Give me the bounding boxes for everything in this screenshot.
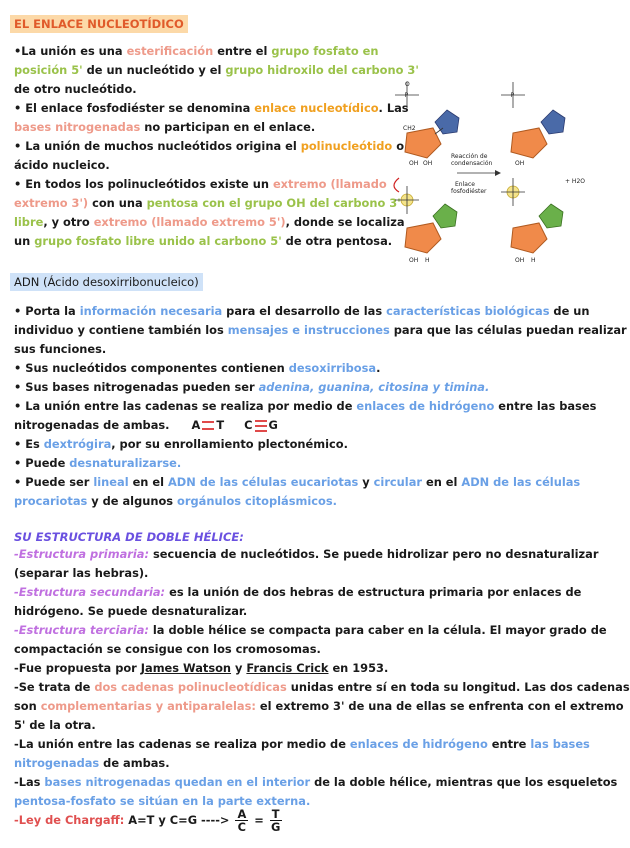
text-line bbox=[14, 754, 170, 773]
text-segment: • Sus bases nitrogenadas pueden ser bbox=[14, 380, 259, 394]
text-segment: un bbox=[14, 234, 35, 248]
text-segment: . Las bbox=[378, 101, 409, 115]
oh-label: OH bbox=[423, 160, 433, 167]
text-line bbox=[14, 545, 598, 564]
text-line bbox=[14, 359, 380, 378]
text-line bbox=[14, 716, 96, 735]
text-line bbox=[14, 340, 106, 359]
text-segment: pentosa-fosfato se sitúan en la parte externa. bbox=[14, 794, 311, 808]
text-segment: el extremo 3' de una de ellas se enfrenta con el extremo bbox=[255, 699, 624, 713]
text-segment: James Watson bbox=[140, 661, 232, 675]
text-line bbox=[14, 621, 607, 640]
o-label: O bbox=[405, 81, 410, 88]
fraction-top: T bbox=[271, 807, 280, 821]
reaction-label: Reacción de bbox=[451, 153, 488, 160]
text-segment: -Estructura primaria: bbox=[14, 547, 150, 561]
text-line bbox=[14, 678, 630, 697]
text-segment: en el bbox=[422, 475, 462, 489]
text-segment: orgánulos citoplásmicos. bbox=[177, 494, 337, 508]
section3-title: SU ESTRUCTURA DE DOBLE HÉLICE: bbox=[14, 530, 244, 544]
text-line bbox=[14, 213, 405, 232]
text-line bbox=[14, 397, 596, 416]
text-segment: de otra pentosa. bbox=[281, 234, 393, 248]
text-segment: , y otro bbox=[43, 215, 94, 229]
fraction-top: A bbox=[237, 807, 247, 821]
oh-label: OH bbox=[409, 160, 419, 167]
text-line bbox=[14, 42, 379, 61]
text-segment: de un bbox=[549, 304, 590, 318]
text-segment: entre las bases bbox=[494, 399, 597, 413]
text-segment: mensajes e instrucciones bbox=[227, 323, 390, 337]
text-segment: desoxirribosa bbox=[288, 361, 377, 375]
text-segment: Francis Crick bbox=[246, 661, 329, 675]
reaction-label-2: condensación bbox=[451, 160, 493, 167]
hydrogen-bond-icon bbox=[255, 420, 267, 432]
text-segment: -Se trata de bbox=[14, 680, 95, 694]
text-segment: enlaces de hidrógeno bbox=[349, 737, 488, 751]
text-segment: de la doble hélice, mientras que los esqueletos bbox=[310, 775, 618, 789]
text-segment: -Las bbox=[14, 775, 45, 789]
text-segment: hidrógeno. Se puede desnaturalizar. bbox=[14, 604, 248, 618]
base-label: G bbox=[268, 418, 278, 432]
text-segment: desnaturalizarse. bbox=[69, 456, 182, 470]
text-line bbox=[14, 492, 337, 511]
text-segment: • Puede bbox=[14, 456, 70, 470]
text-line bbox=[14, 602, 247, 621]
text-segment: circular bbox=[373, 475, 422, 489]
text-line bbox=[14, 194, 401, 213]
text-segment: enlace nucleotídico bbox=[254, 101, 379, 115]
text-line bbox=[14, 773, 617, 792]
text-segment: no participan en el enlace. bbox=[140, 120, 316, 134]
text-segment: (separar las hebras). bbox=[14, 566, 149, 580]
oh-label: OH bbox=[409, 257, 419, 264]
text-segment: en el bbox=[128, 475, 168, 489]
text-segment: • Sus nucleótidos componentes contienen bbox=[14, 361, 289, 375]
text-segment: • Puede ser bbox=[14, 475, 94, 489]
text-line bbox=[14, 321, 627, 340]
text-segment: , por su enrollamiento plectonémico. bbox=[111, 437, 348, 451]
text-segment: pentosa con el grupo OH del carbono 3' bbox=[146, 196, 401, 210]
text-segment: de otro nucleótido. bbox=[14, 82, 137, 96]
nucleotide-top-right bbox=[501, 82, 565, 167]
text-segment: -Estructura terciaria: bbox=[14, 623, 149, 637]
text-segment: procariotas bbox=[14, 494, 88, 508]
text-segment: para que las células puedan realizar bbox=[389, 323, 627, 337]
text-line bbox=[14, 473, 580, 492]
base-label: C bbox=[244, 418, 253, 432]
oh-label: OH bbox=[515, 257, 525, 264]
text-segment: libre bbox=[14, 215, 44, 229]
text-segment: nitrogenadas bbox=[14, 756, 100, 770]
bond-label-2: fosfodiéster bbox=[451, 188, 487, 195]
text-line bbox=[14, 416, 278, 435]
fraction-bottom: C bbox=[237, 820, 247, 834]
text-line bbox=[14, 61, 419, 80]
text-line bbox=[14, 175, 387, 194]
text-segment: sus funciones. bbox=[14, 342, 107, 356]
text-segment: es la unión de dos hebras de estructura primaria por enlaces de bbox=[165, 585, 582, 599]
base-label: T bbox=[216, 418, 225, 432]
text-segment: entre bbox=[487, 737, 531, 751]
text-segment: dextrógira bbox=[43, 437, 112, 451]
text-segment: secuencia de nucleótidos. Se puede hidrolizar pero no desnaturalizar bbox=[149, 547, 599, 561]
text-line bbox=[14, 735, 590, 754]
text-segment: • La unión de muchos nucleótidos origina el bbox=[14, 139, 301, 153]
text-segment: individuo y contiene también los bbox=[14, 323, 228, 337]
text-segment: esterificación bbox=[126, 44, 214, 58]
hydrogen-bond-icon bbox=[202, 421, 214, 430]
text-segment: -Fue propuesta por bbox=[14, 661, 141, 675]
equals-sign: = bbox=[250, 813, 268, 827]
nucleotide-top-left bbox=[395, 81, 459, 167]
text-segment: dos cadenas polinucleotídicas bbox=[94, 680, 287, 694]
text-segment: extremo 3') bbox=[14, 196, 89, 210]
text-segment: ADN de las células eucariotas bbox=[167, 475, 359, 489]
text-line bbox=[14, 697, 624, 716]
text-line bbox=[14, 80, 137, 99]
text-segment: información necesaria bbox=[79, 304, 223, 318]
text-line bbox=[14, 137, 404, 156]
text-segment: • En todos los polinucleótidos existe un bbox=[14, 177, 273, 191]
chargaff-line bbox=[14, 808, 284, 833]
text-line bbox=[14, 118, 315, 137]
text-line bbox=[14, 659, 388, 678]
text-segment: o bbox=[392, 139, 405, 153]
fraction-t-g bbox=[270, 808, 282, 833]
text-segment: -La unión entre las cadenas se realiza por medio de bbox=[14, 737, 350, 751]
text-segment: grupo fosfato en bbox=[271, 44, 379, 58]
base-label: A bbox=[191, 418, 201, 432]
chargaff-label: -Ley de Chargaff: bbox=[14, 813, 125, 827]
text-segment: ácido nucleico. bbox=[14, 158, 110, 172]
text-segment: enlaces de hidrógeno bbox=[356, 399, 495, 413]
text-line bbox=[14, 454, 181, 473]
fraction-a-c bbox=[235, 808, 248, 833]
text-segment: bases nitrogenadas bbox=[14, 120, 141, 134]
text-segment: complementarias y antiparalelas: bbox=[40, 699, 256, 713]
text-segment: entre el bbox=[213, 44, 272, 58]
text-segment: polinucleótido bbox=[300, 139, 393, 153]
text-segment: características biológicas bbox=[386, 304, 550, 318]
text-segment: y de algunos bbox=[87, 494, 178, 508]
text-line bbox=[14, 378, 489, 397]
text-segment: las bases bbox=[530, 737, 590, 751]
base-pair bbox=[244, 418, 278, 432]
h-label: H bbox=[425, 257, 430, 264]
text-line bbox=[14, 232, 392, 251]
text-line bbox=[14, 435, 348, 454]
p-label: P bbox=[510, 92, 515, 99]
text-line bbox=[14, 99, 409, 118]
text-segment: adenina, guanina, citosina y timina. bbox=[258, 380, 490, 394]
text-segment: • Es bbox=[14, 437, 44, 451]
text-segment: -Estructura secundaria: bbox=[14, 585, 166, 599]
nucleotide-bottom-right bbox=[501, 178, 563, 264]
text-segment: unidas entre sí en toda su longitud. Las dos cadenas bbox=[286, 680, 630, 694]
text-segment: nitrogenadas de ambas. bbox=[14, 418, 170, 432]
p-label: P bbox=[404, 92, 409, 99]
text-segment: son bbox=[14, 699, 41, 713]
text-segment: • La unión entre las cadenas se realiza por medio de bbox=[14, 399, 357, 413]
text-segment: •La unión es una bbox=[14, 44, 127, 58]
oh-label: OH bbox=[515, 160, 525, 167]
base-pair bbox=[192, 418, 225, 432]
text-segment: ADN de las células bbox=[461, 475, 581, 489]
text-segment: • El enlace fosfodiéster se denomina bbox=[14, 101, 255, 115]
text-line bbox=[14, 583, 581, 602]
text-segment: posición 5' bbox=[14, 63, 83, 77]
section2-title: ADN (Ácido desoxirribonucleico) bbox=[10, 273, 203, 291]
phosphodiester-diagram bbox=[385, 78, 595, 268]
text-segment: de ambas. bbox=[99, 756, 170, 770]
text-line bbox=[14, 156, 110, 175]
text-segment: de un nucleótido y el bbox=[82, 63, 226, 77]
ch2-label: CH2 bbox=[403, 125, 416, 132]
text-segment: con una bbox=[88, 196, 147, 210]
text-segment: , donde se localiza bbox=[285, 215, 405, 229]
water-label: + H2O bbox=[565, 178, 585, 185]
text-segment: grupo fosfato libre unido al carbono 5' bbox=[34, 234, 282, 248]
text-segment: compactación se consigue con los cromosomas. bbox=[14, 642, 321, 656]
text-segment: para el desarrollo de las bbox=[222, 304, 387, 318]
text-segment: • Porta la bbox=[14, 304, 80, 318]
text-segment: extremo (llamado extremo 5') bbox=[93, 215, 286, 229]
text-segment: extremo (llamado bbox=[272, 177, 387, 191]
section1-title: EL ENLACE NUCLEOTÍDICO bbox=[10, 15, 188, 33]
text-line bbox=[14, 302, 590, 321]
fraction-bottom: G bbox=[270, 820, 281, 834]
text-segment: 5' de la otra. bbox=[14, 718, 96, 732]
text-segment: y bbox=[358, 475, 374, 489]
text-line bbox=[14, 640, 321, 659]
text-segment: y bbox=[231, 661, 247, 675]
text-segment: en 1953. bbox=[328, 661, 389, 675]
text-segment: grupo hidroxilo del carbono 3' bbox=[225, 63, 419, 77]
bond-label: Enlace bbox=[455, 181, 475, 188]
chargaff-text: A=T y C=G ----> bbox=[124, 813, 234, 827]
text-segment: lineal bbox=[93, 475, 129, 489]
text-segment: la doble hélice se compacta para caber en la célula. El mayor grado de bbox=[148, 623, 607, 637]
text-segment: . bbox=[376, 361, 381, 375]
text-line bbox=[14, 564, 148, 583]
nucleotide-bottom-left bbox=[394, 178, 457, 264]
h-label: H bbox=[531, 257, 536, 264]
text-segment: bases nitrogenadas quedan en el interior bbox=[44, 775, 311, 789]
